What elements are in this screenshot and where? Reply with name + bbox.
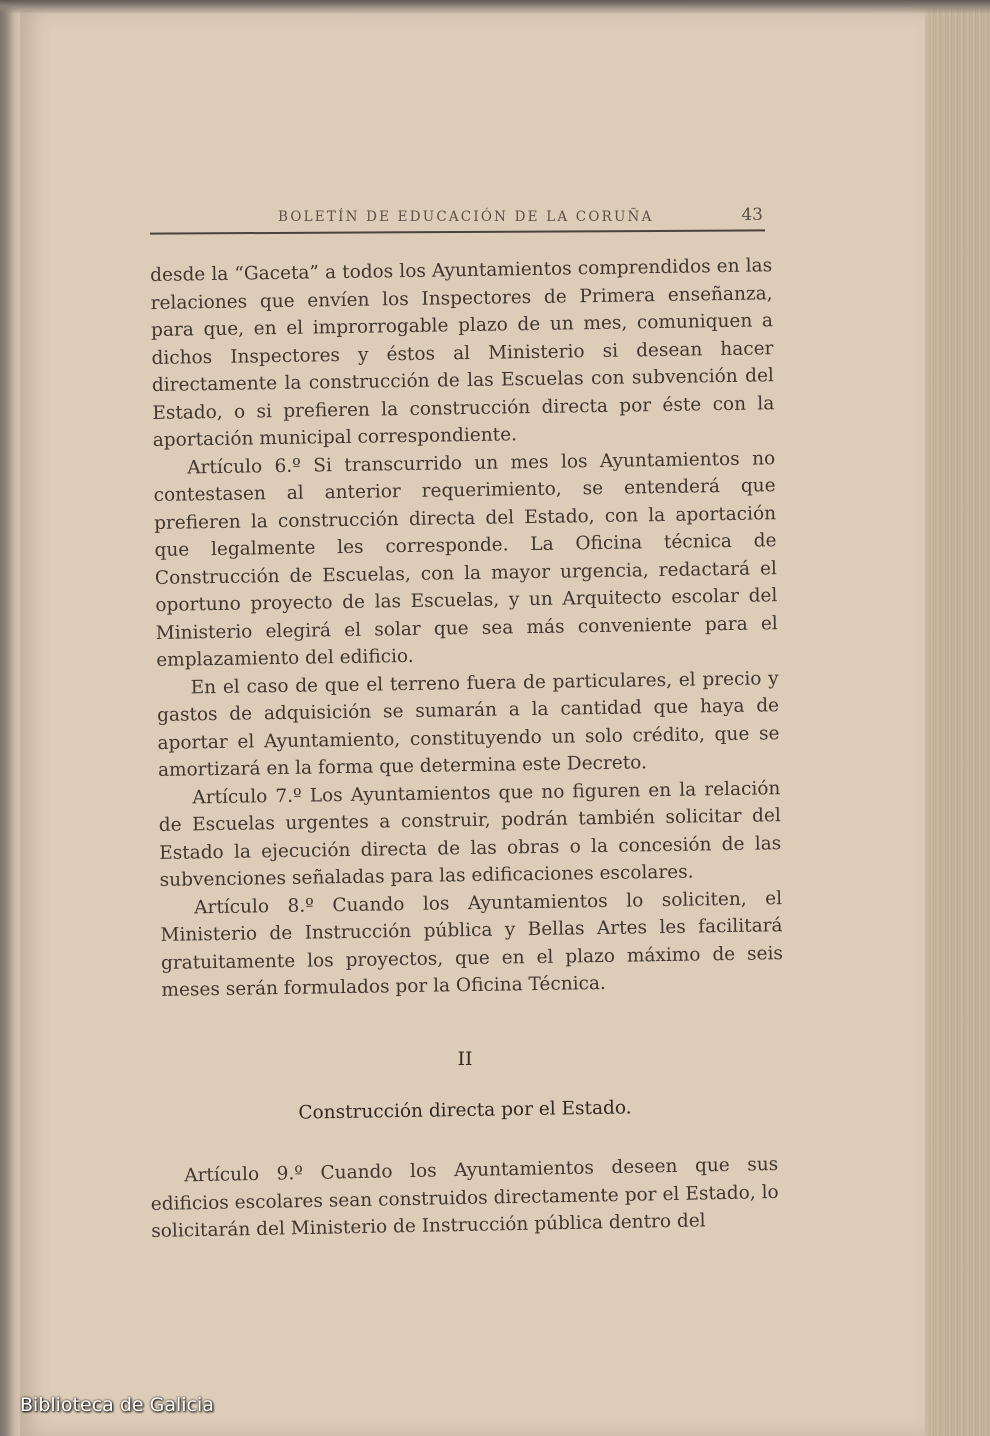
paragraph-continuation: desde la “Gaceta” a todos los Ayuntamientos comprendidos en las relaciones que envíen los Inspectores de Primera enseñanza, para que, en el improrrogable plazo de un mes, comuniquen a dichos Inspectores y éstos al Ministerio si desean hacer directamente la construcción de las Escuelas con subvención del Estado, o si prefieren la construcción directa por éste con la aportación municipal correspondiente.	[150, 255, 775, 451]
article-6-paragraph: Artículo 6.º Si transcurrido un mes los Ayuntamientos no contestasen al anterior requerimiento, se entenderá que prefieren la construcción directa del Estado, con la aportación que legalmente les corresponde. La Oficina técnica de Construcción de Escuelas, con la mayor urgencia, redactará el oportuno proyecto de las Escuelas, y un Arquitecto escolar del Ministerio elegirá el solar que sea más conveniente para el emplazamiento del edificio.	[153, 447, 778, 671]
body-text-2	[150, 1151, 779, 1246]
article-8-paragraph: Artículo 8.º Cuando los Ayuntamientos lo soliciten, el Ministerio de Instrucción pública y Bellas Artes les facilitará gratuitamente los proyectos, que en el plazo máximo de seis meses serán formulados por la Oficina Técnica.	[160, 887, 784, 1001]
journal-title: BOLETÍN DE EDUCACIÓN DE LA CORUÑA	[278, 209, 654, 225]
body-text	[150, 252, 784, 1004]
article-9-paragraph: Artículo 9.º Cuando los Ayuntamientos deseen que sus edificios escolares sean construidos directamente por el Estado, lo solicitarán del Ministerio de Instrucción pública dentro del	[150, 1153, 779, 1242]
article-7-paragraph: Artículo 7.º Los Ayuntamientos que no figuren en la relación de Escuelas urgentes a construir, podrán también solicitar del Estado la ejecución directa de las obras o la concesión de las subvenciones señaladas para las edificaciones escolares.	[158, 777, 782, 891]
page-stack-edge	[928, 0, 990, 1436]
running-head	[150, 205, 765, 231]
section-number: II	[457, 1048, 473, 1070]
page-top-edge	[0, 0, 990, 14]
library-watermark: Biblioteca de Galicia	[20, 1394, 214, 1416]
section-title: Construcción directa por el Estado.	[298, 1097, 632, 1124]
page-number: 43	[741, 205, 763, 225]
land-acquisition-paragraph: En el caso de que el terreno fuera de particulares, el precio y gastos de adquisición se sumarán a la cantidad que haya de aportar el Ayuntamiento, constituyendo un solo crédito, que se amortizará en la forma que determina este Decreto.	[156, 667, 780, 781]
